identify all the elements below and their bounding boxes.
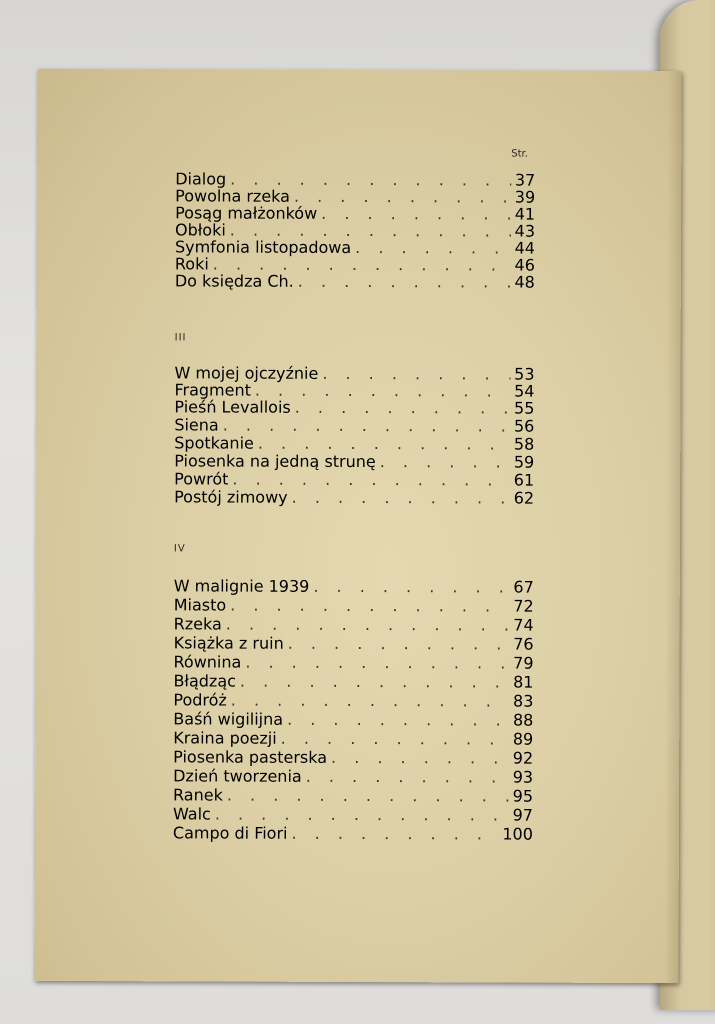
- toc-entry: [174, 397, 535, 418]
- leader-dots: [376, 452, 511, 471]
- leader-dots: [236, 672, 510, 692]
- toc-entry-title: Posąg małżonków: [175, 203, 318, 223]
- toc-entry-page: 89: [512, 729, 534, 749]
- toc-entry-title: Błądząc: [173, 671, 236, 691]
- toc-entry-page: 97: [512, 805, 534, 825]
- toc-entry: [173, 728, 534, 749]
- toc-entry-page: 79: [513, 653, 534, 673]
- toc-entry-page: 54: [514, 381, 535, 401]
- toc-entry-title: Postój zimowy: [174, 487, 288, 507]
- leader-dots: [227, 691, 510, 711]
- book-page: [34, 69, 681, 983]
- toc-entry-page: 41: [514, 204, 536, 224]
- leader-dots: [294, 272, 511, 292]
- toc-entry: [173, 576, 534, 597]
- leader-dots: [287, 824, 500, 844]
- leader-dots: [241, 653, 509, 673]
- toc-entry-title: Obłoki: [174, 220, 226, 240]
- toc-entry: [174, 220, 536, 241]
- toc-entry-title: Fragment: [174, 380, 251, 400]
- toc-entry-page: 88: [512, 710, 534, 730]
- section-heading-iv: IV: [173, 543, 186, 555]
- toc-entry-page: 48: [514, 272, 535, 292]
- toc-entry-page: 43: [514, 221, 536, 241]
- toc-entry-title: Piosenka na jedną strunę: [174, 451, 376, 472]
- toc-entry-title: W mojej ojczyźnie: [174, 363, 319, 383]
- toc-entry-title: Ranek: [173, 785, 223, 805]
- leader-dots: [283, 710, 509, 730]
- toc-entry-title: Rzeka: [173, 614, 222, 634]
- toc-entry-page: 56: [513, 416, 535, 436]
- toc-entry-title: Powrót: [174, 469, 229, 489]
- section-heading-iii: III: [174, 332, 187, 344]
- toc-entry-title: Siena: [174, 415, 219, 435]
- toc-entry: [173, 785, 534, 806]
- toc-entry-page: 55: [514, 398, 535, 418]
- toc-entry: [173, 671, 534, 692]
- toc-entry-page: 39: [514, 187, 536, 207]
- toc-entry-page: 93: [512, 767, 534, 787]
- page-column-header: Str.: [511, 148, 528, 160]
- leader-dots: [288, 488, 510, 508]
- toc-entry-page: 67: [513, 577, 534, 597]
- toc-entry: [174, 380, 535, 401]
- toc-entry: [173, 690, 534, 711]
- leader-dots: [219, 416, 511, 436]
- leader-dots: [222, 615, 510, 635]
- toc-entry-title: Roki: [174, 254, 209, 274]
- toc-entry-title: Baśń wigilijna: [173, 709, 284, 729]
- toc-entry-title: W malignie 1939: [173, 576, 310, 596]
- toc-entry: [172, 804, 534, 825]
- leader-dots: [302, 767, 509, 787]
- toc-entry-title: Dialog: [175, 169, 227, 189]
- toc-entry-title: Piosenka pasterska: [173, 747, 328, 767]
- toc-entry-page: 83: [512, 691, 534, 711]
- leader-dots: [291, 398, 511, 418]
- toc-entry: [174, 237, 536, 258]
- toc-entry: [174, 271, 535, 292]
- toc-entry-title: Powolna rzeka: [175, 186, 291, 206]
- leader-dots: [277, 729, 510, 749]
- toc-entry-title: Miasto: [173, 595, 227, 615]
- toc-entry-page: 37: [514, 170, 536, 190]
- toc-entry: [175, 203, 536, 224]
- toc-entry: [173, 652, 534, 673]
- toc-entry-title: Walc: [172, 804, 211, 824]
- toc-entry: [175, 186, 536, 207]
- toc-entry-title: Kraina poezji: [173, 728, 277, 748]
- toc-entry-page: 44: [514, 238, 536, 258]
- toc-entry-page: 95: [512, 786, 534, 806]
- leader-dots: [226, 596, 510, 616]
- toc-entry: [173, 614, 534, 635]
- toc-entry-page: 74: [513, 615, 534, 635]
- toc-entry-page: 59: [513, 452, 535, 472]
- toc-entry-title: Pieśń Levallois: [174, 397, 291, 417]
- leader-dots: [211, 804, 509, 824]
- toc-entry: [173, 747, 534, 768]
- toc-entry: [174, 469, 535, 490]
- toc-entry: [174, 451, 535, 472]
- toc-entry-page: 100: [502, 824, 533, 844]
- toc-entry-title: Równina: [173, 652, 242, 672]
- toc-entry-page: 62: [513, 488, 535, 508]
- leader-dots: [327, 748, 509, 768]
- toc-entry: [174, 254, 535, 275]
- toc-entry: [172, 823, 533, 844]
- toc-entry-title: Książka z ruin: [173, 633, 284, 653]
- toc-entry-page: 72: [513, 596, 534, 616]
- toc-entry-page: 46: [514, 255, 535, 275]
- leader-dots: [223, 786, 509, 806]
- leader-dots: [228, 470, 510, 490]
- toc-entry-page: 81: [513, 672, 534, 692]
- toc-entry-title: Symfonia listopadowa: [174, 237, 352, 257]
- toc-entry-page: 61: [513, 470, 535, 490]
- toc-entry-title: Dzień tworzenia: [173, 766, 302, 786]
- toc-entry: [174, 363, 535, 384]
- toc-entry: [173, 633, 534, 654]
- toc-entry-title: Spotkanie: [174, 433, 254, 453]
- toc-entry: [174, 415, 535, 436]
- toc-entry-page: 58: [513, 434, 535, 454]
- toc-entry: [173, 766, 534, 787]
- leader-dots: [254, 434, 510, 454]
- toc-entry: [175, 169, 536, 190]
- toc-entry: [174, 487, 535, 508]
- toc-entry-title: Do księdza Ch.: [174, 271, 294, 291]
- toc-entry: [174, 433, 535, 454]
- leader-dots: [309, 577, 509, 597]
- toc-entry-title: Podróż: [173, 690, 227, 710]
- toc-entry-page: 53: [514, 364, 535, 384]
- toc-entry-page: 76: [513, 634, 534, 654]
- toc-entry: [173, 709, 534, 730]
- toc-entry: [173, 595, 534, 616]
- leader-dots: [284, 634, 510, 654]
- toc-entry-title: Campo di Fiori: [172, 823, 288, 843]
- toc-entry-page: 92: [512, 748, 534, 768]
